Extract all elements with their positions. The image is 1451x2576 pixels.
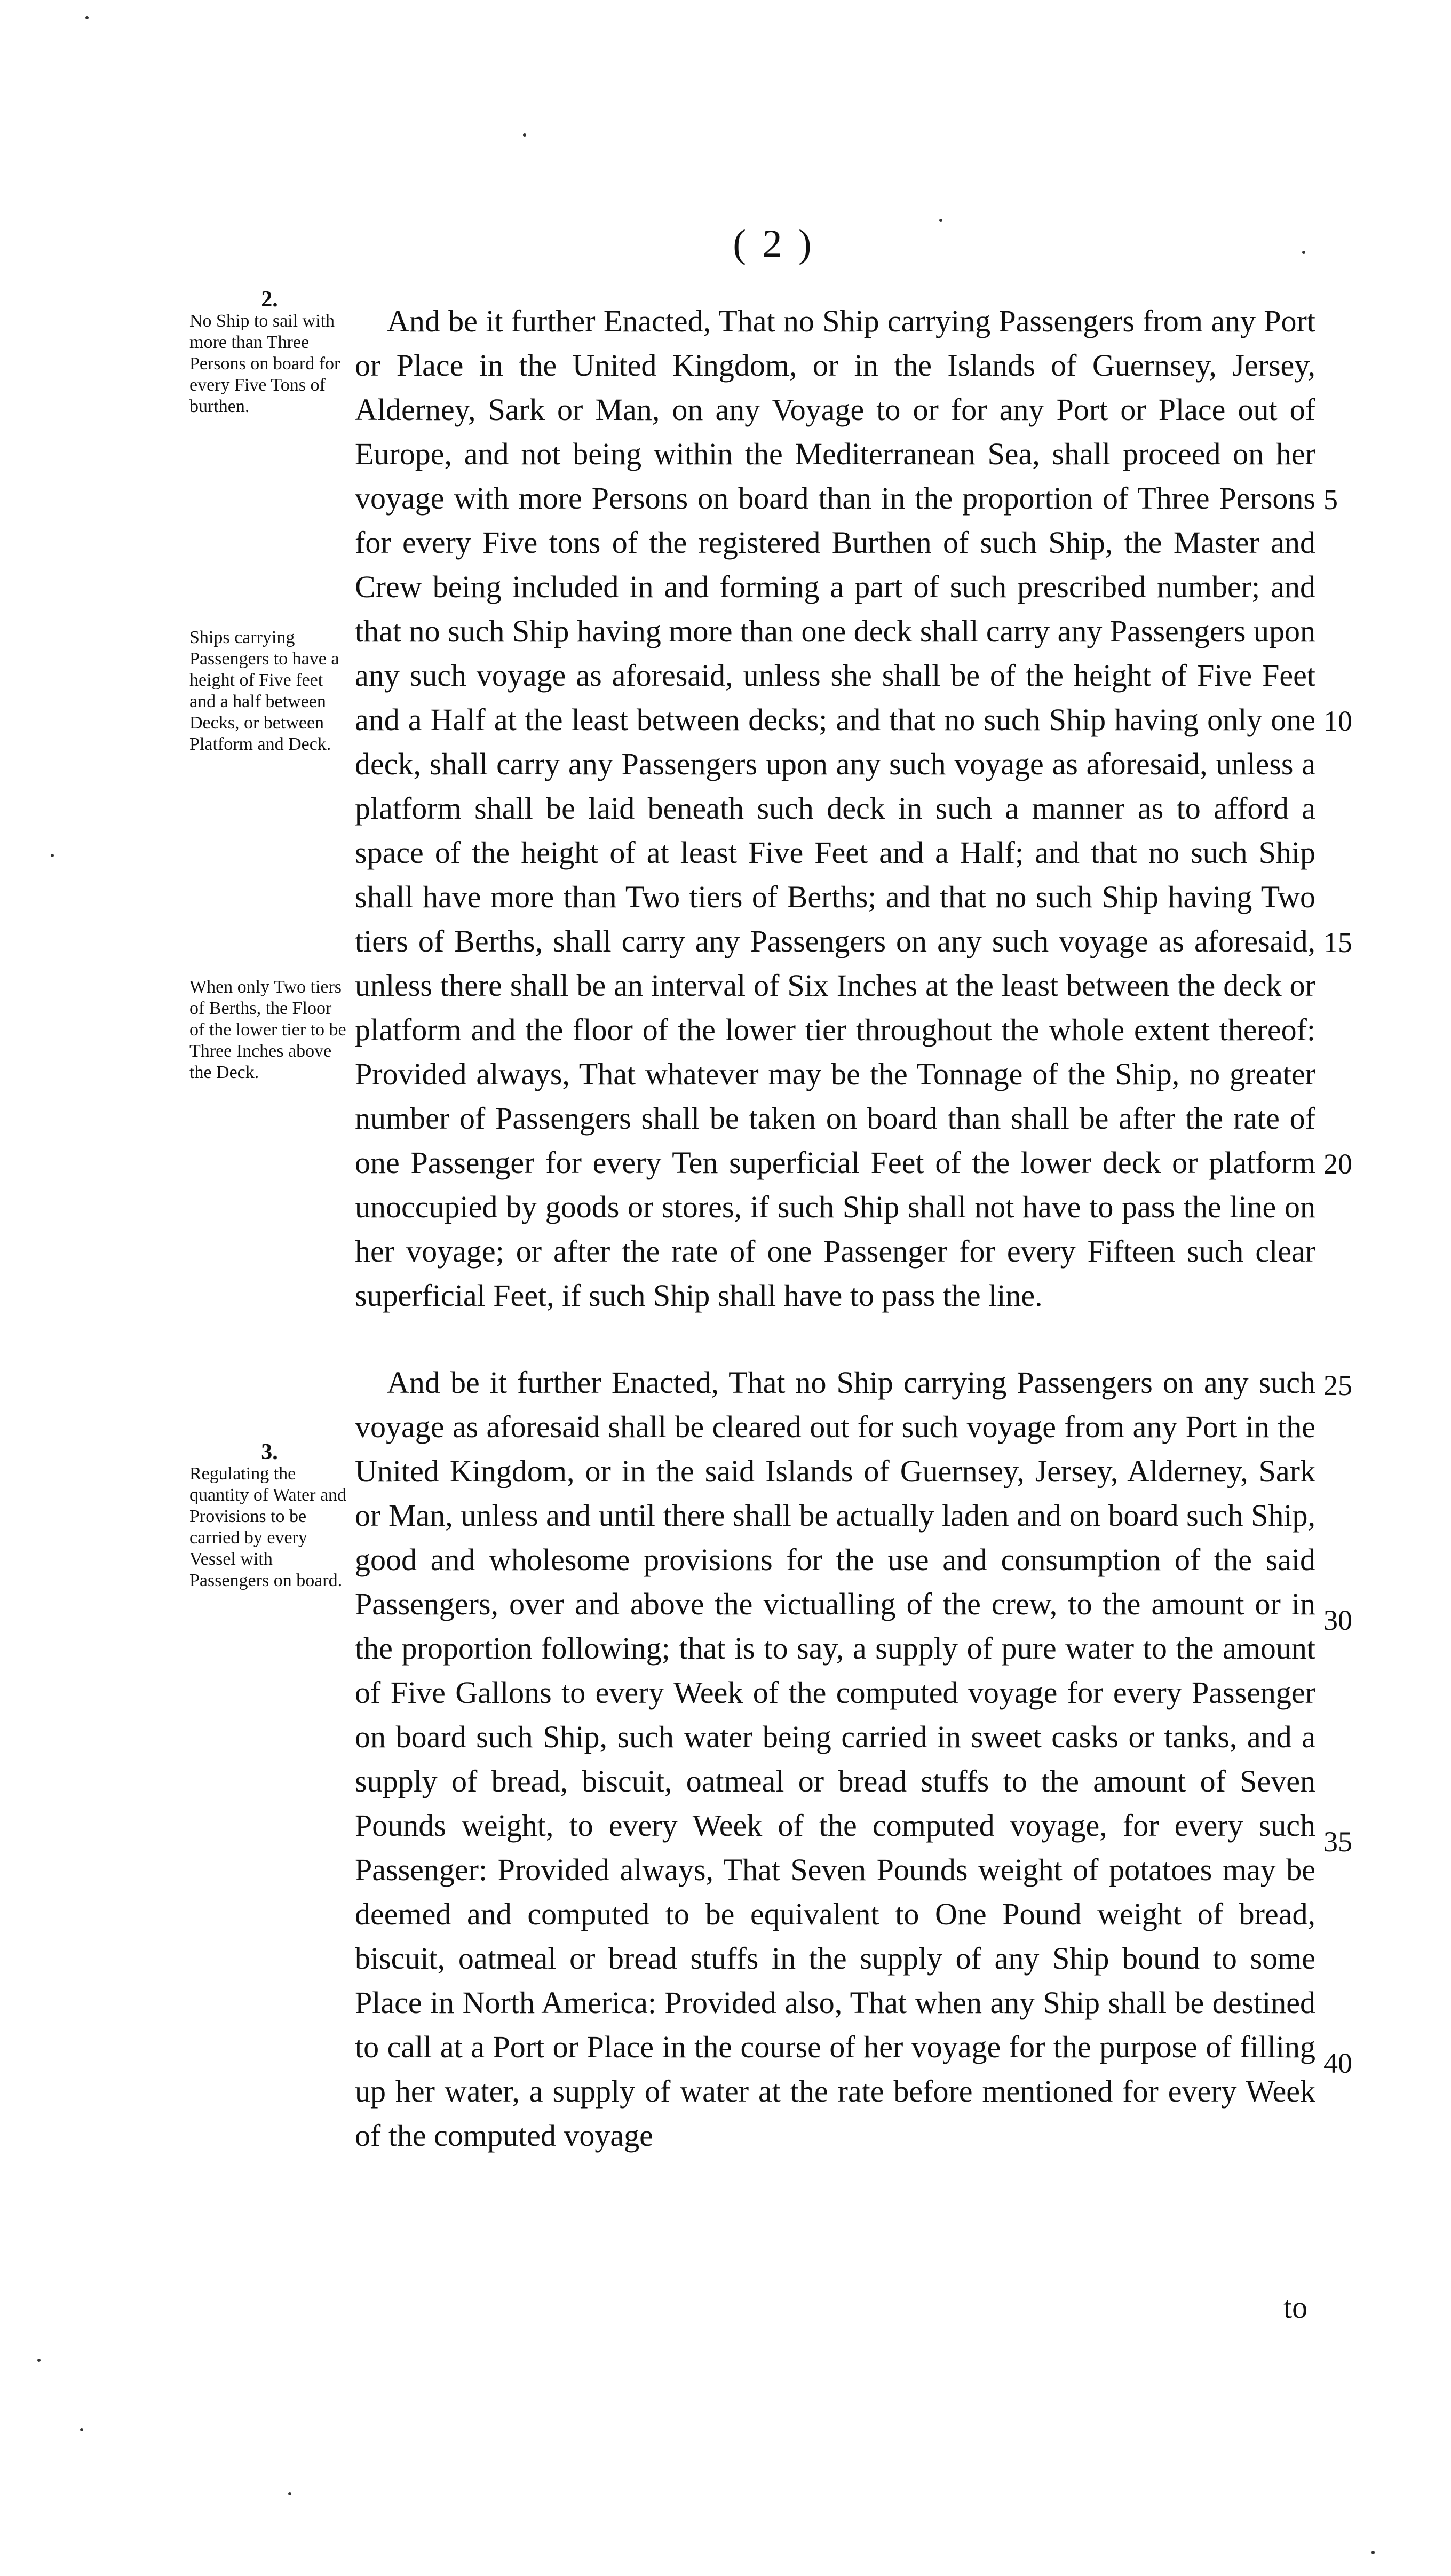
- scan-speck: [523, 133, 526, 137]
- margin-note-height-between-decks: [189, 627, 350, 755]
- margin-note-tiers-of-berths: [189, 977, 350, 1083]
- page-number: ( 2 ): [733, 222, 815, 266]
- section-3-paragraph: And be it further Enacted, That no Ship carrying Passengers on any such voyage as aforesaid shall be cleared out for such voyage from any Port in the United Kingdom, or in the said Islands of Guernsey, Jersey, Alderney, Sark or Man, unless and until there shall be actually laden and on board such Ship, good and wholesome provisions for the use and consumption of the said Passengers, over and above the victualling of the crew, to the amount or in the proportion following; that is to say, a supply of pure water to the amount of Five Gallons to every Week of the computed voyage for every Passenger on board such Ship, such water being carried in sweet casks or tanks, and a supply of bread, biscuit, oatmeal or bread stuffs to the amount of Seven Pounds weight, to every Week of the computed voyage, for every such Passenger: Provided always, That Seven Pounds weight of potatoes may be deemed and computed to be equivalent to One Pound weight of bread, biscuit, oatmeal or bread stuffs in the supply of any Ship bound to some Place in North America: Provided also, That when any Ship shall be destined to call at a Port or Place in the course of her voyage for the purpose of filling up her water, a supply of water at the rate before mentioned for every Week of the computed voyage: [355, 1365, 1315, 2153]
- scan-speck: [939, 219, 942, 222]
- margin-note-text: No Ship to sail with more than Three Persons on board for every Five Tons of burthen.: [189, 311, 340, 416]
- scan-speck: [288, 2492, 291, 2495]
- scan-speck: [51, 854, 54, 857]
- catchword: to: [1283, 2290, 1308, 2325]
- margin-note-section-3: [189, 1441, 350, 1591]
- line-number-40: 40: [1323, 2047, 1352, 2079]
- line-number-10: 10: [1323, 705, 1352, 737]
- margin-note-section-2: [189, 288, 350, 417]
- line-number-35: 35: [1323, 1826, 1352, 1858]
- line-number-20: 20: [1323, 1148, 1352, 1180]
- margin-note-number: 2.: [261, 287, 278, 312]
- scan-speck: [85, 16, 89, 19]
- margin-note-text: Regulating the quantity of Water and Provisions to be carried by every Vessel with Passengers on board.: [189, 1464, 347, 1590]
- scan-speck: [1302, 251, 1305, 254]
- line-number-5: 5: [1323, 484, 1338, 516]
- margin-note-number: 3.: [261, 1440, 278, 1464]
- scan-speck: [1371, 2551, 1375, 2554]
- margin-note-text: When only Two tiers of Berths, the Floor of the lower tier to be Three Inches above the Deck.: [189, 977, 346, 1082]
- margin-note-text: Ships carrying Passengers to have a height of Five feet and a half between Decks, or between Platform and Deck.: [189, 628, 339, 754]
- scan-speck: [37, 2359, 41, 2362]
- line-number-25: 25: [1323, 1369, 1352, 1401]
- line-number-15: 15: [1323, 926, 1352, 958]
- main-text: [355, 299, 1315, 2200]
- section-2-paragraph: And be it further Enacted, That no Ship carrying Passengers from any Port or Place in the United Kingdom, or in the Islands of Guernsey, Jersey, Alderney, Sark or Man, on any Voyage to or for any Port or Place out of Europe, and not being within the Mediterranean Sea, shall proceed on her voyage with more Persons on board than in the proportion of Three Persons for every Five tons of the registered Burthen of such Ship, the Master and Crew being included in and forming a part of such prescribed number; and that no such Ship having more than one deck shall carry any Passengers upon any such voyage as aforesaid, unless she shall be of the height of Five Feet and a Half at the least between decks; and that no such Ship having only one deck, shall carry any Passengers upon any such voyage as aforesaid, unless a platform shall be laid beneath such deck in such a manner as to afford a space of the height of at least Five Feet and a Half; and that no such Ship shall have more than Two tiers of Berths; and that no such Ship having Two tiers of Berths, shall carry any Passengers on any such voyage as aforesaid, unless there shall be an interval of Six Inches at the least between the deck or platform and the floor of the lower tier throughout the whole extent thereof: Provided always, That whatever may be the Tonnage of the Ship, no greater number of Passengers shall be taken on board than shall be after the rate of one Passenger for every Ten superficial Feet of the lower deck or platform unoccupied by goods or stores, if such Ship shall not have to pass the line on her voyage; or after the rate of one Passenger for every Fifteen such clear superficial Feet, if such Ship shall have to pass the line.: [355, 304, 1315, 1313]
- line-number-30: 30: [1323, 1604, 1352, 1636]
- scan-speck: [80, 2428, 83, 2431]
